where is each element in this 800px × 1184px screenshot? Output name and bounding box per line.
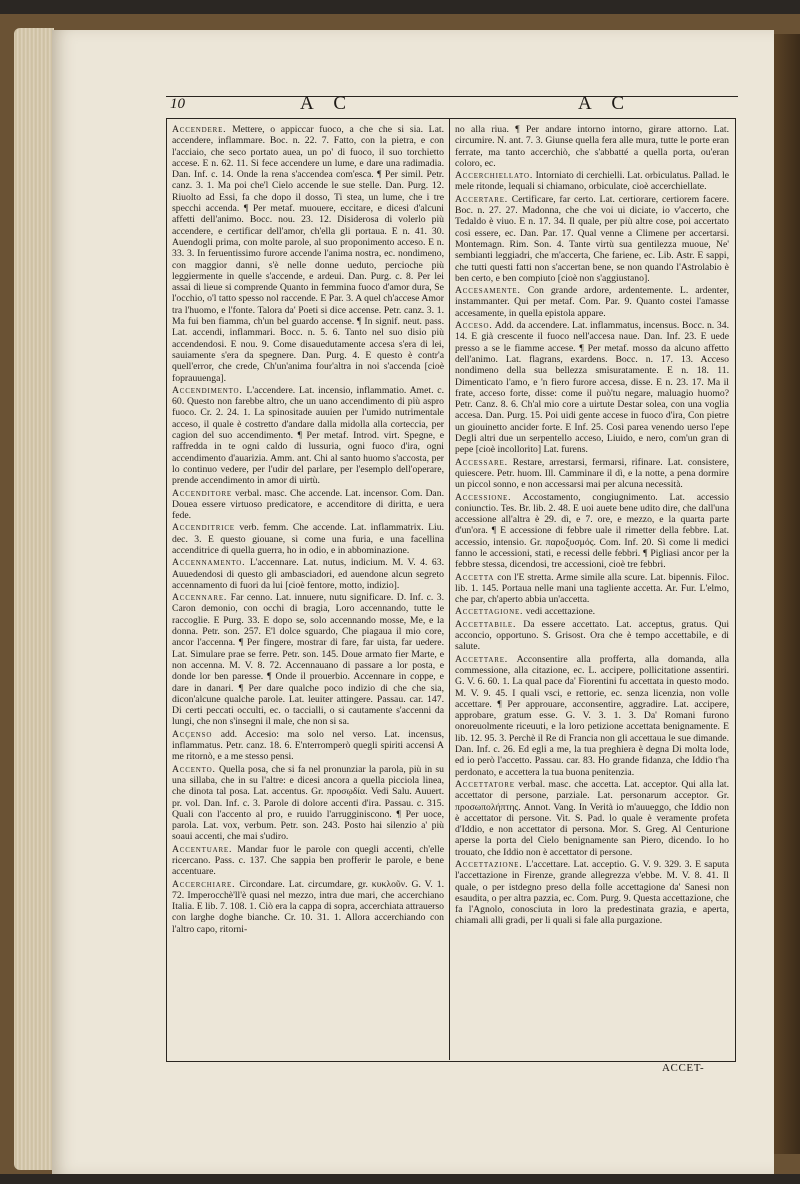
entry-text: add. Accesio: ma solo nel verso. Lat. incensus, inflammatus. Petr. canz. 18. 6. E'nterromperò quegli spiriti accensi A me ritornò, e a me stesso pensi. <box>172 728 444 763</box>
entry-headword: Acçenso <box>172 728 213 740</box>
entry-text: con l'E stretta. Arme simile alla scure. Lat. bipennis. Filoc. lib. 1. 145. Portaua nelle mani una tagliente accetta. Ar. Fur. L'elmo, che par, ch'aperto abbia un'accetta. <box>455 571 729 606</box>
entry-text: Mandar fuor le parole con quegli accenti, ch'elle ricercano. Pass. c. 137. Che sappia ben profferir le parole, e bene accentuare. <box>172 843 444 878</box>
dictionary-entry <box>172 844 444 878</box>
entry-text: Circondare. Lat. circumdare, gr. κυκλοῦν. G. V. 1. 72. Imperocchè'll'è quasi nel mezzo, intra due mari, che accerchiano Italia. E lib. 7. 108. 1. Ciò era la cappa di sopra, accerchiata attrauerso con larghe doghe bianche. Cr. 10. 31. 1. Allora accerchiando con l'altro capo, ritorni- <box>172 878 444 935</box>
entry-headword: Accetta <box>455 571 495 583</box>
entry-text: Far cenno. Lat. innuere, nutu significare. D. Inf. c. 3. Caron demonio, con occhi di bragia, Loro accennando, tutte le raccoglie. E Purg. 33. E dopo se, solo accennando mosse, Me, e la donna. Petr. son. 257. E'l dolce sguardo, Che piagaua il mio core, ancor l'accenna. ¶ Per fingere, mostrar di fare, far uista, far uedere. Lat. Simulare prae se ferre. Petr. son. 145. Doue armato fier Marte, e non accenna. M. V. 8. 72. Accennauano di passare a lor posta, e donde lor ben paresse. ¶ Onde il prouerbio. Accennare in coppe, e dare in danari. ¶ Per dare qualche poco indizio di che che sia, dicon'alcune qualche parole. Lat. leuiter attingere. Passau. car. 147. Di certi peccati occulti, ec. o taccialli, o si cautamente s'accenni da lungi, che non s'insegni il male, che non si sa. <box>172 592 444 728</box>
entry-headword: Accertare. <box>455 193 508 205</box>
entry-headword: Accendere. <box>172 124 227 135</box>
entry-text: Mettere, o appiccar fuoco, a che che si sia. Lat. accendere, inflammare. Boc. n. 22. 7. Fatto, con la pietra, e con l'acciaio, che seco portato auea, un po' di fuoco, il suo torchietto accese. E n. 62. 11. Si fece accendere un lume, e dare una radimadia. Dan. Inf. c. 14. Onde la rena s'accendea com'esca. ¶ Per simil. Petr. canz. 3. 1. Ma poi che'l Cielo accende le sue stelle. Dan. Purg. 12. Riuolto ad Essi, fa che dopo il dosso, Ti stea, un lume, che i tre specchi accenda. ¶ Per metaf. muouere, eccitare, e dicesi d'alcuni affetti dell'animo. Bocc. nou. 23. 12. Disiderosa di volerlo più accendere, e certificar dell'amor, ch'ella gli portaua. E n. 41. 30. Auendogli prima, con molte parole, al suo proponimento acceso. E n. 33. 3. In feruentissimo furore accende l'anima nostra, ec. nondimeno, con maggior danni, s'è nelle donne ueduto, percioche più leggiermente in quelle s'accende, e ardeui. Dan. Purg. c. 8. Per lei assai di lieue si comprende Quanto in femmina fuoco d'amor dura, Se l'occhio, o'l tatto spesso nol raccende. E Par. 3. A quel ch'accese Amor tra l'huomo, e l'fonte. Talora da' Poeti si dice accense. Petr. canz. 3. 1. Ma fui ben fiamma, ch'un bel guardo accense. ¶ In signif. neut. pass. Lat. accendi, inflammari. Bocc. n. 5. 6. Tanto nel suo disio più accendendosi. E nou. 9. Come disauedutamente accesa s'era di lei, sauiamente s'era da spegnere. Dan. Purg. 4. E questo è contr'a quell'error, che crede, Ch'un'anima four'altra in noi s'accenda [cioè foprauuenga]. <box>172 124 444 384</box>
dictionary-entry <box>172 385 444 487</box>
running-head-left: A C <box>300 93 355 114</box>
entry-headword: Accerchiare. <box>172 878 236 890</box>
entry-text: Quella posa, che si fa nel pronunziar la parola, più in su una sillaba, che in su l'altre: e dicesi ancora a quella picciola linea, che dinota tal posa. Lat. accentus. Gr. προσῳδία. Vedi Salu. Auuert. pr. vol. Dan. Inf. c. 3. Parole di dolore accenti d'ira. Passau. c. 315. Quali con l'accento al pro, e ruuido l'arrugginiscono. ¶ Per uoce, parola. Lat. vox, verbum. Petr. son. 243. Posto hai silenzio a' più soaui accenti, che mai s'udiro. <box>172 763 444 843</box>
dictionary-entry <box>455 859 729 927</box>
entry-text: verbal. masc. Che accende. Lat. incensor. Com. Dan. Douea essere virtuoso predicatore, e accenditore di diritta, e uera fede. <box>172 487 444 522</box>
right-column <box>455 124 729 1054</box>
left-column <box>172 124 444 1054</box>
entry-headword: Accettabile. <box>455 618 517 630</box>
page-edges <box>14 28 54 1170</box>
entry-headword: Accettare. <box>455 653 509 665</box>
entry-text: L'accennare. Lat. nutus, indicium. M. V. 4. 63. Auuedendosi di questo gli ambasciadori, ed auendone alcun segreto accennamento di fuori da lui [cioè fentore, motto, indizio]. <box>172 557 444 591</box>
running-head-right: A C <box>578 93 633 114</box>
catchword: ACCET- <box>662 1062 705 1074</box>
entry-headword: Accennamento. <box>172 557 246 569</box>
book-cover-edge <box>774 34 800 1154</box>
dictionary-entry <box>455 606 729 617</box>
dictionary-entry <box>172 488 444 522</box>
page-number: 10 <box>170 96 185 112</box>
entry-headword: Accentuare. <box>172 843 233 855</box>
dictionary-entry <box>172 879 444 935</box>
entry-text: Add. da accendere. Lat. inflammatus, incensus. Bocc. n. 34. 14. E già crescente il fuoco nell'accesa naue. Dan. Inf. 23. E uede presso a se le fiamme accese. ¶ Per metaf. mosso da alcuno affetto dell'animo. Lat. flagrans, exardens. Bocc. n. 17. 13. Acceso nondimeno della sua bellezza smisuratamente. E n. 18. 11. Dimenticato l'amo, e 'n fiero furore accesa, disse. E n. 23. 17. Ma il frate, acceso forte, disse: come il può'tu negare, maluagio huomo? Petr. Canz. 8. 6. Ch'al mio core a uirtute Destar solea, con una voglia accesa. Dan. Purg. 15. Poi uidi gente accese in fuoco d'ira, Con pietre un giouinetto ancider forte. E Inf. 25. Così parea venendo uerso l'epe Degli altri due un serpentello acceso, Liuido, e nero, com'un gran di pepe [cioè incollorito] Lat. furens. <box>455 320 729 456</box>
dictionary-entry <box>455 170 729 193</box>
entry-text: L'accendere. Lat. incensio, inflammatio. Amet. c. 60. Questo non farebbe altro, che un uano accendimento di più aspro fuoco. Cr. 2. 24. 1. La spinositade auuien per l'umido nutrimentale acceso, il quale è costretto d'andare dalla midolla alla corteccia, per cagion del suo accendimento. ¶ Per metaf. Introd. virt. Spegne, e raffredda in te ogni caldo di lussuria, ogni fuoco d'ira, ogni accendimento d'auarizia. Amm. ant. Chi al santo huomo s'accosta, per lo continuo vedere, per l'udir del parlare, per l'esemplo dell'operare, prende accendimento in amor di uirtù. <box>172 384 444 487</box>
entry-headword: Accento. <box>172 763 216 775</box>
dictionary-entry <box>172 522 444 556</box>
header-rule <box>166 96 738 97</box>
entry-text: no alla riua. ¶ Per andare intorno intorno, girare attorno. Lat. circumire. N. ant. 7. 3. Giunse quella fera alle mura, tutte le porte eran ferrate, ma tanto accerchiò, che s'abbatté a quella porta, ou'eran coloro, ec. <box>455 124 729 169</box>
dictionary-entry <box>455 285 729 319</box>
entry-headword: Accennare. <box>172 592 228 604</box>
dictionary-entry <box>455 320 729 456</box>
entry-headword: Accessione. <box>455 491 512 503</box>
dictionary-entry <box>172 729 444 763</box>
dictionary-entry <box>455 492 729 571</box>
dictionary-entry <box>455 619 729 653</box>
dictionary-entry <box>455 572 729 606</box>
entry-headword: Accerchiellato. <box>455 170 534 182</box>
entry-headword: Accessare. <box>455 456 508 468</box>
entry-text: Accostamento, congiugnimento. Lat. accessio coniunctio. Tes. Br. lib. 2. 48. E uoi auete bene udito dire, che dall'una accessione all'altra è 29. dì, e 7. ore, e mezzo, e la quarta parte d'un'ora. ¶ E accessione di febbre uale il rimetter della febbre. Lat. accessio, intensio. Gr. παροξυσμός. Com. Inf. 20. Sì come li medici fanno le accessioni, stati, e recessi delle febbri. ¶ Pigliasi ancor per la febbre stessa, dicendosi, tre accessioni, cioè tre febbri. <box>455 491 729 571</box>
entry-text: vedi accettazione. <box>525 606 596 618</box>
entry-headword: Accenditore <box>172 487 233 499</box>
entry-text: L'accettare. Lat. acceptio. G. V. 9. 329. 3. E saputa l'accettazione in Firenze, grande allegrezza v'ebbe. M. V. 8. 41. Il quale, o per istdegno preso della folle accettagione da' Sanesi non esaudita, o per altra pazzia, ec. Com. Purg. 9. Questa accettazione, che fa l'Agnolo, conosciuta in loro la predestinata grazia, e aperta, chiamali alli gradi, per li quali si fale alla purgazione. <box>455 859 729 927</box>
dictionary-entry <box>172 557 444 591</box>
entry-headword: Accettagione. <box>455 606 524 618</box>
dictionary-entry <box>455 457 729 491</box>
entry-headword: Accesamente. <box>455 285 521 297</box>
dictionary-entry <box>172 124 444 384</box>
entry-headword: Acceso. <box>455 320 493 332</box>
entry-text: Intorniato di cerchielli. Lat. orbiculatus. Pallad. le mele ritonde, lequali si chiamano, orbiculate, cioè accerchiellate. <box>455 170 729 193</box>
entry-text: verbal. masc. che accetta. Lat. acceptor. Qui alla lat. accettator di persone, parziale. Lat. personarum acceptor. Gr. προσωπολήπτης. Annot. Vang. In Verità io m'auueggo, che Iddio non è accettator di persone. Vit. S. Pad. lo quale è veramente profeta d'Iddio, e non accettator di persona. Mor. S. Greg. Al Centurione aperse la porta del Cielo benignamente san Piero, dicendo. Io ho trouato, che Iddio non è accettator di persone. <box>455 778 729 858</box>
entry-text: Da essere accettato. Lat. acceptus, gratus. Qui acconcio, opportuno. S. Grisost. Ora che è tempo accettabile, e di salute. <box>455 618 729 653</box>
entry-text: Acconsentire alla profferta, alla domanda, alla commessione, alla citazione, ec. L. accipere, pollicitatione assentiri. G. V. 6. 60. 1. La qual pace da' Fiorentini fu accettata in questo modo. M. V. 9. 45. I quali vsci, e rettorie, ec. senza licenzia, non volle accettare. ¶ Per approuare, acconsentire, aggradire. Lat. accipere, approbare, gratum esse. G. V. 3. 1. 3. Da' Romani furono onoreuolmente riceuuti, e la loro petizione accettata benignamente. E lib. 12. 95. 3. Perchè il Re di Francia non gli accettaua le sue dimande. Dan. Inf. c. 26. Ed egli a me, la tua preghiera è degna Di molta lode, ed io però l'accetto. Passau. car. 83. Ho grande fidanza, che Iddio t'ha perdonato, e accettera la tua buona penitenzia. <box>455 653 729 778</box>
dictionary-entry <box>172 592 444 728</box>
entry-text: Certificare, far certo. Lat. certiorare, certiorem facere. Boc. n. 27. 27. Madonna, che che voi ui diciate, io v'accerto, che Tedaldo è viuo. E n. 17. 34. Il quale, per più altre cose, poi accertato cosi essere, ec. Dan. Par. 17. Qual venne a Climene per accertarsi. Montemagn. Rim. Son. 4. Tante virtù sua gentilezza muoue, Ne' sembianti leggiadri, che m'accerta, Che fariene, ec. Lib. Astr. E sappi, che tutti questi fatti non s'accertan bene, se non quando l'Astrolabio è ben certo, e ben compiuto [cioè non s'aggiustano]. <box>455 193 729 284</box>
dictionary-entry <box>455 194 729 284</box>
dictionary-entry <box>172 764 444 843</box>
dictionary-entry <box>455 654 729 778</box>
entry-headword: Accenditrice <box>172 522 235 534</box>
entry-headword: Accendimento. <box>172 384 243 396</box>
entry-text: verb. femm. Che accende. Lat. inflammatrix. Liu. dec. 3. E questo giouane, sì come una furia, e una facellina accenditrice di quella guerra, ho in odio, e in abbominazione. <box>172 522 444 556</box>
entry-headword: Accettazione. <box>455 859 523 870</box>
entry-text: Con grande ardore, ardentemente. L. ardenter, instammanter. Qui per metaf. Com. Par. 9. Quanto costei l'amasse accesamente, in quella epistola appare. <box>455 285 729 319</box>
dictionary-entry <box>455 779 729 858</box>
dictionary-entry <box>455 124 729 169</box>
column-rule <box>449 118 450 1060</box>
entry-text: Restare, arrestarsi, fermarsi, rifinare. Lat. consistere, quiescere. Petr. huom. Ill. Camminare il dì, e la notte, a pena dormire un piccol sonno, e non accessarsi mai per alcuna necessità. <box>455 456 729 491</box>
entry-headword: Accettatore <box>455 778 515 790</box>
